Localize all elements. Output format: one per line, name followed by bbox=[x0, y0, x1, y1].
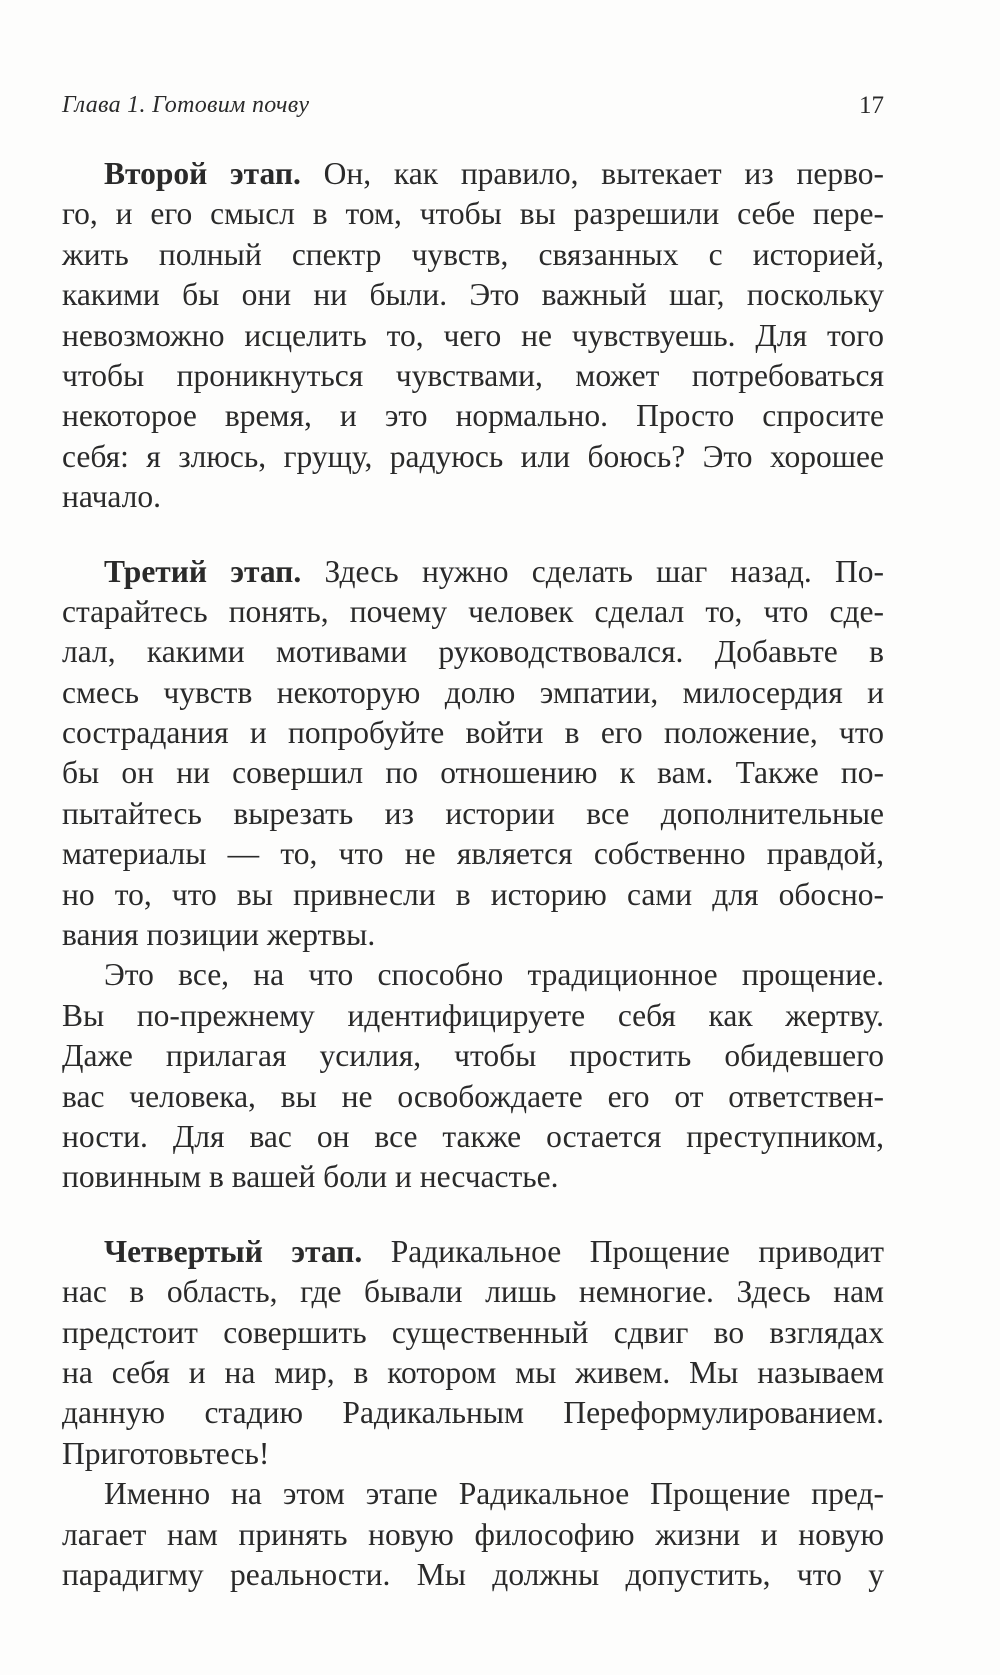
text-line: вания позиции жертвы. bbox=[62, 917, 376, 953]
text-line: нас в область, где бывали лишь немногие. Здесь нам bbox=[62, 1274, 884, 1310]
text-line: старайтесь понять, почему человек сделал то, что сде- bbox=[62, 593, 884, 629]
text-line: на себя и на мир, в котором мы живем. Мы называем bbox=[62, 1354, 884, 1390]
text-line: вас человека, вы не освобождаете его от ответствен- bbox=[62, 1078, 884, 1114]
text-line: невозможно исцелить то, чего не чувствуешь. Для того bbox=[62, 317, 884, 353]
text-line: но то, что вы привнесли в историю сами для обосно- bbox=[62, 876, 884, 912]
text-line: жить полный спектр чувств, связанных с историей, bbox=[62, 236, 884, 272]
text-line: го, и его смысл в том, чтобы вы разрешили себе пере- bbox=[62, 196, 884, 232]
body-text bbox=[62, 154, 884, 1595]
paragraph-stage-4 bbox=[62, 1232, 884, 1474]
text-line: ности. Для вас он все также остается преступником, bbox=[62, 1118, 884, 1154]
text-line: Третий этап. Здесь нужно сделать шаг назад. По- bbox=[104, 553, 885, 589]
text-line: бы он ни совершил по отношению к вам. Также по- bbox=[62, 755, 884, 791]
text-line: начало. bbox=[62, 479, 162, 515]
text-line: лагает нам принять новую философию жизни и новую bbox=[62, 1516, 884, 1552]
paragraph-traditional-forgiveness bbox=[62, 955, 884, 1197]
page-number: 17 bbox=[859, 92, 884, 119]
running-head bbox=[62, 92, 884, 132]
text-line: Вы по-прежнему идентифицируете себя как жертву. bbox=[62, 997, 884, 1033]
text-line: чтобы проникнуться чувствами, может потребоваться bbox=[62, 357, 884, 393]
text-line: Второй этап. Он, как правило, вытекает из перво- bbox=[104, 156, 884, 191]
section-gap bbox=[62, 1198, 884, 1232]
paragraph-radical-forgiveness bbox=[62, 1474, 884, 1595]
text-line: смесь чувств некоторую долю эмпатии, милосердия и bbox=[62, 674, 884, 710]
section-gap bbox=[62, 518, 884, 552]
paragraph-stage-3 bbox=[62, 552, 884, 956]
text-line: парадигму реальности. Мы должны допустить, что у bbox=[62, 1556, 884, 1592]
text-line: Четвертый этап. Радикальное Прощение приводит bbox=[104, 1233, 884, 1269]
text-line: данную стадию Радикальным Переформулированием. bbox=[62, 1395, 884, 1431]
text-line: предстоит совершить существенный сдвиг во взглядах bbox=[62, 1314, 884, 1350]
text-line: повинным в вашей боли и несчастье. bbox=[62, 1159, 559, 1195]
text-line: некоторое время, и это нормально. Просто спросите bbox=[62, 398, 884, 434]
text-line: сострадания и попробуйте войти в его положение, что bbox=[62, 715, 884, 751]
paragraph-stage-2 bbox=[62, 154, 884, 518]
text-line: Это все, на что способно традиционное прощение. bbox=[104, 957, 884, 993]
text-line: материалы — то, что не является собственно правдой, bbox=[62, 836, 884, 872]
text-line: лал, какими мотивами руководствовался. Добавьте в bbox=[62, 634, 884, 670]
text-line: Приготовьтесь! bbox=[62, 1435, 270, 1471]
stage-2-heading: Второй этап. bbox=[104, 156, 301, 191]
chapter-title: Глава 1. Готовим почву bbox=[62, 92, 310, 118]
stage-3-heading: Третий этап. bbox=[104, 553, 302, 589]
text-line: Даже прилагая усилия, чтобы простить обидевшего bbox=[62, 1038, 884, 1074]
text-line: себя: я злюсь, грущу, радуюсь или боюсь? Это хорошее bbox=[62, 438, 884, 474]
text-line: Именно на этом этапе Радикальное Прощение пред- bbox=[104, 1476, 884, 1512]
stage-4-heading: Четвертый этап. bbox=[104, 1233, 363, 1269]
text-line: какими бы они ни были. Это важный шаг, поскольку bbox=[62, 277, 884, 313]
text-line: пытайтесь вырезать из истории все дополнительные bbox=[62, 795, 884, 831]
